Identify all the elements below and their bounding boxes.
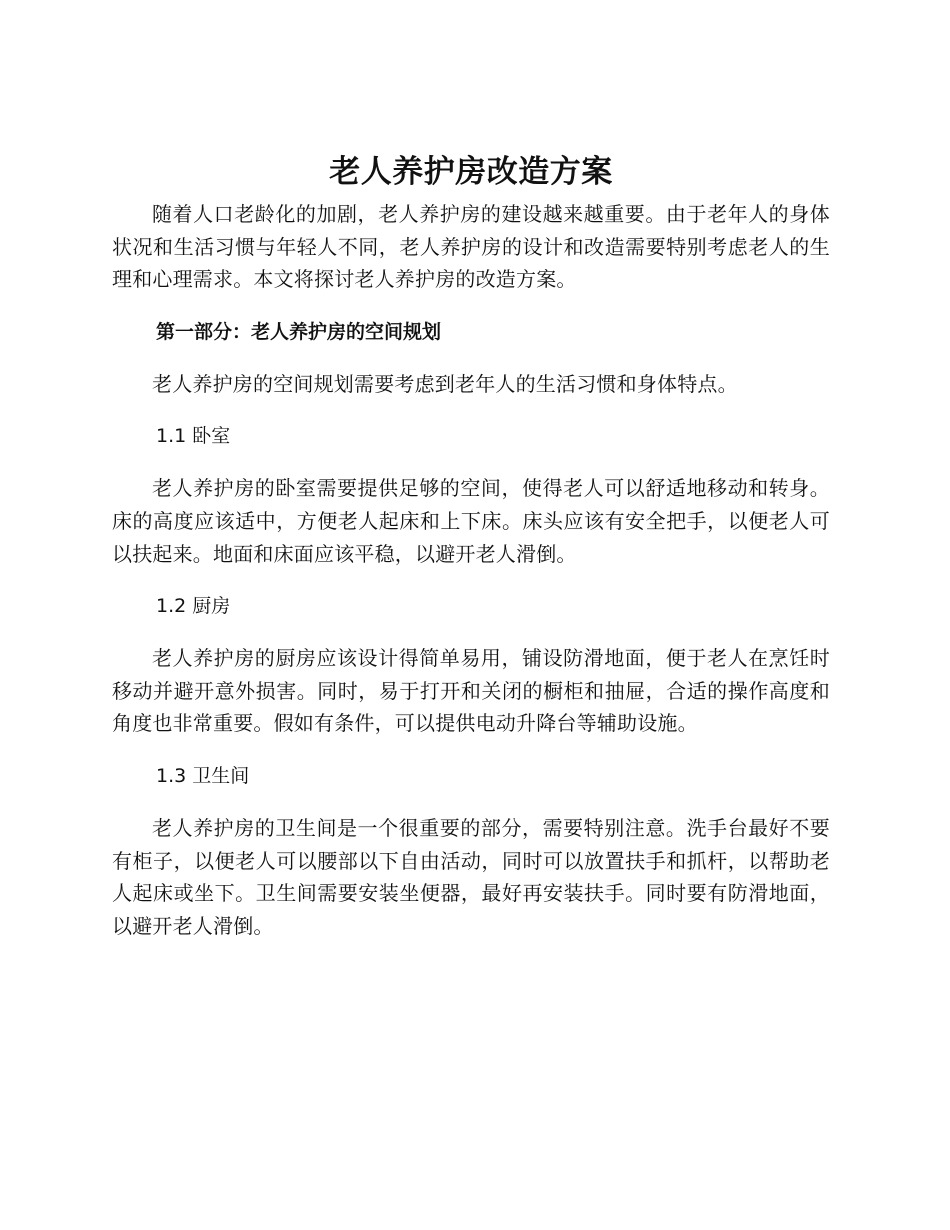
section-body-kitchen: 老人养护房的厨房应该设计得简单易用，铺设防滑地面，便于老人在烹饪时移动并避开意外损害。同时，易于打开和关闭的橱柜和抽屉，合适的操作高度和角度也非常重要。假如有条件，可以提供电动升降台等辅助设施。 <box>112 646 830 736</box>
section-body-bedroom: 老人养护房的卧室需要提供足够的空间，使得老人可以舒适地移动和转身。床的高度应该适中，方便老人起床和上下床。床头应该有安全把手，以便老人可以扶起来。地面和床面应该平稳，以避开老人滑倒。 <box>112 476 830 566</box>
part1-heading: 第一部分：老人养护房的空间规划 <box>156 320 442 343</box>
section-body-bathroom: 老人养护房的卫生间是一个很重要的部分，需要特别注意。洗手台最好不要有柜子，以便老人可以腰部以下自由活动，同时可以放置扶手和抓杆，以帮助老人起床或坐下。卫生间需要安装坐便器，最好再安装扶手。同时要有防滑地面，以避开老人滑倒。 <box>112 815 830 938</box>
section-heading-kitchen: 1.2 厨房 <box>156 595 231 618</box>
section-heading-bathroom: 1.3 卫生间 <box>156 764 250 787</box>
document-page <box>112 150 830 942</box>
section-heading-bedroom: 1.1 卧室 <box>156 425 231 448</box>
part1-intro-paragraph: 老人养护房的空间规划需要考虑到老年人的生活习惯和身体特点。 <box>152 371 738 396</box>
intro-paragraph: 随着人口老龄化的加剧，老人养护房的建设越来越重要。由于老年人的身体状况和生活习惯与年轻人不同，老人养护房的设计和改造需要特别考虑老人的生理和心理需求。本文将探讨老人养护房的改造方案。 <box>112 202 830 292</box>
document-title: 老人养护房改造方案 <box>329 154 613 190</box>
